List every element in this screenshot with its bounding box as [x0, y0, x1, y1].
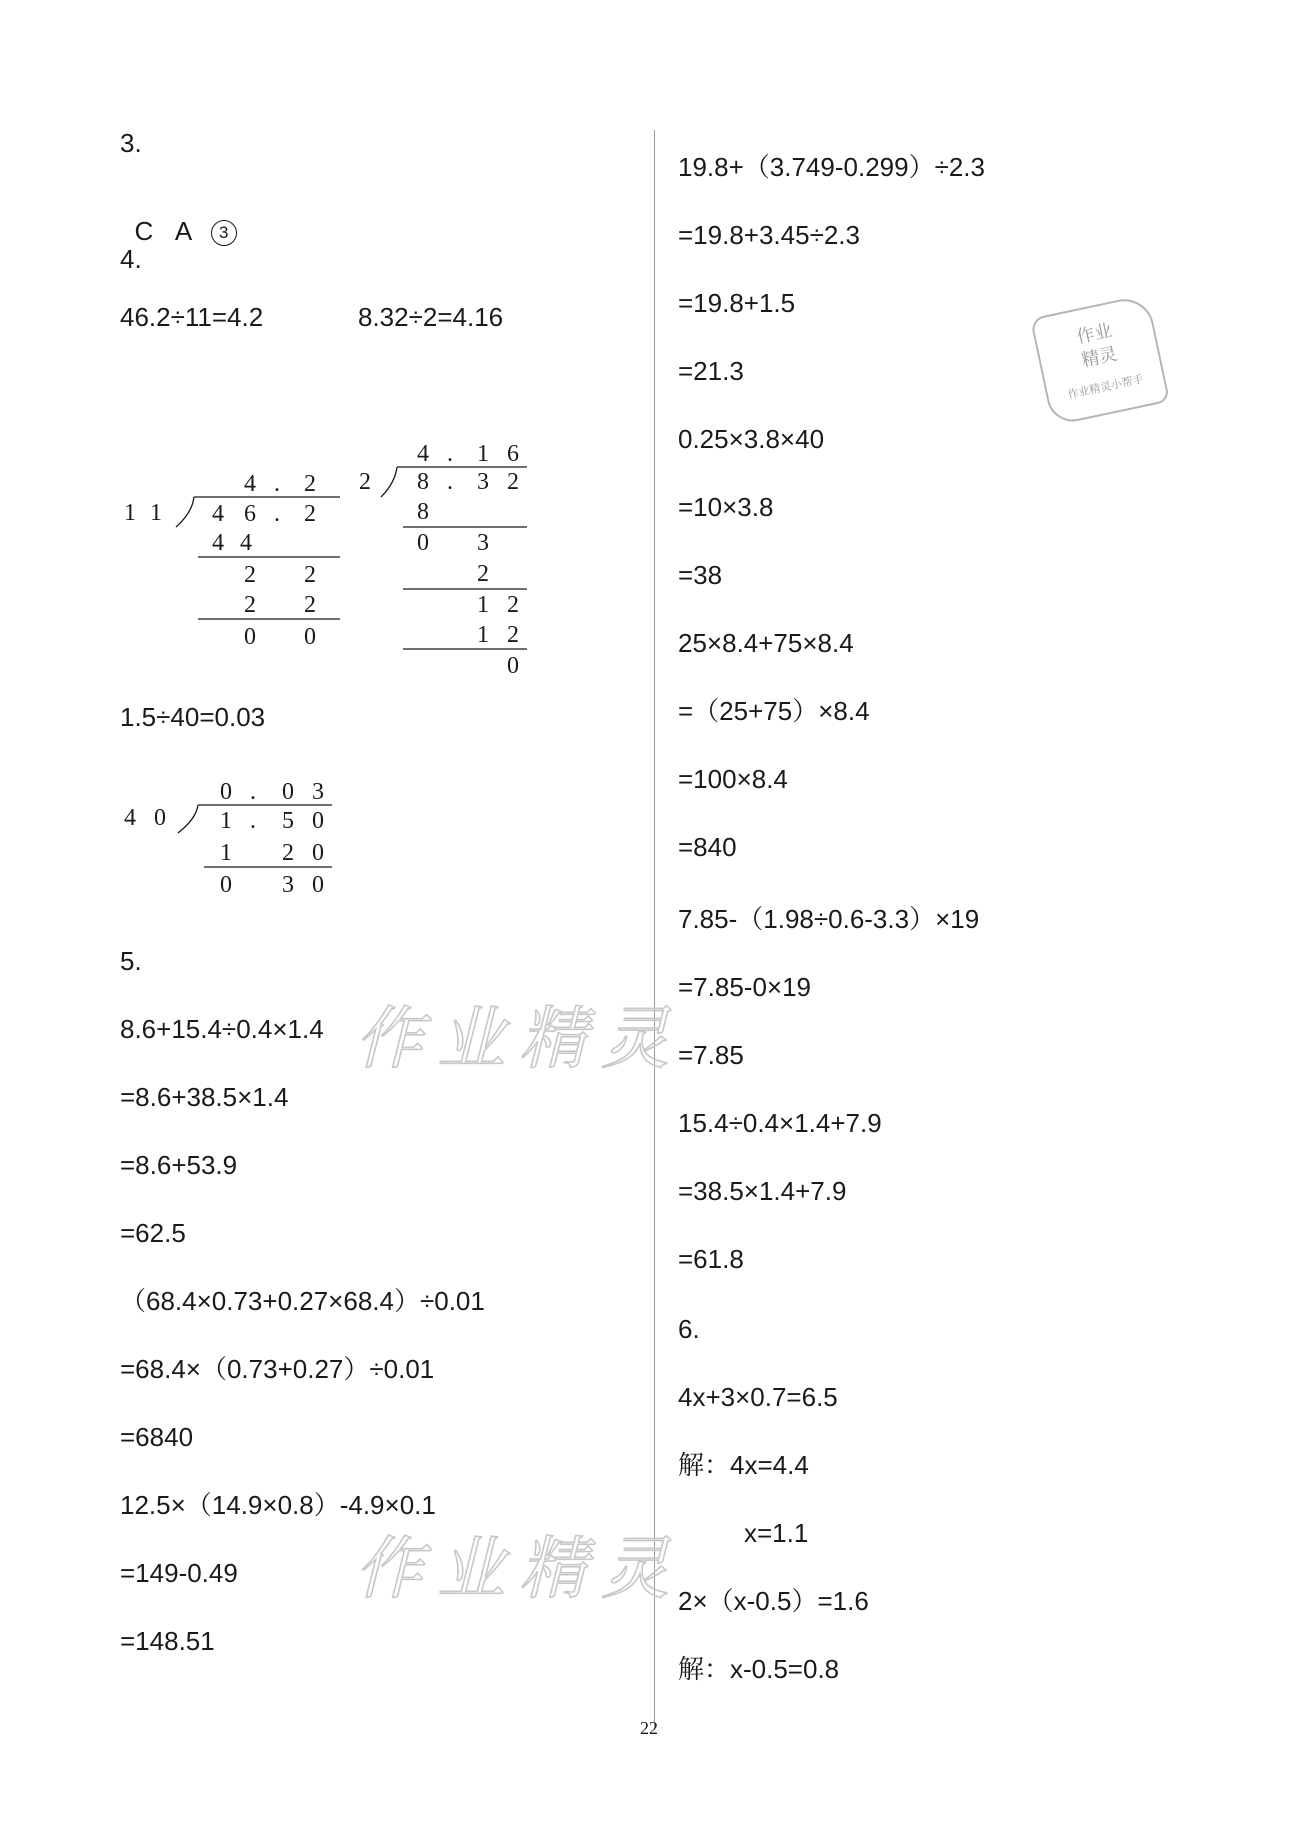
- step-digit: 8: [417, 499, 429, 525]
- question-3-label: 3.: [120, 128, 142, 158]
- dividend-point: .: [447, 469, 453, 495]
- dividend-digit: 8: [417, 469, 429, 495]
- step-digit: 2: [304, 562, 316, 588]
- dividend-point: .: [250, 808, 256, 834]
- calc-line: =8.6+38.5×1.4: [120, 1082, 289, 1112]
- calc-line: 25×8.4+75×8.4: [678, 628, 854, 658]
- step-digit: 2: [477, 561, 489, 587]
- calc-line: =68.4×（0.73+0.27）÷0.01: [120, 1354, 435, 1384]
- calc-line: =61.8: [678, 1244, 744, 1274]
- calc-line: =8.6+53.9: [120, 1150, 238, 1180]
- step-digit: 0: [417, 530, 429, 556]
- step-digit: 4: [240, 530, 252, 556]
- step-digit: 2: [304, 592, 316, 618]
- divisor-digit: 4: [124, 805, 136, 831]
- step-digit: 2: [244, 562, 256, 588]
- calc-line: =19.8+3.45÷2.3: [678, 220, 860, 250]
- watermark-text: 作业精灵: [355, 1530, 684, 1609]
- dividend-point: .: [274, 501, 280, 527]
- step-digit: 0: [312, 872, 324, 898]
- dividend-digit: 6: [244, 501, 256, 527]
- calc-line: 12.5×（14.9×0.8）-4.9×0.1: [120, 1490, 436, 1520]
- calc-line: =62.5: [120, 1218, 186, 1248]
- calc-line: =100×8.4: [678, 764, 788, 794]
- column-divider: [654, 130, 655, 1730]
- step-digit: 2: [244, 592, 256, 618]
- quotient-digit: 4: [417, 441, 429, 467]
- calc-line: x=1.1: [744, 1518, 809, 1548]
- calc-line: =10×3.8: [678, 492, 774, 522]
- step-digit: 2: [507, 592, 519, 618]
- calc-line: =7.85: [678, 1040, 744, 1070]
- step-digit: 4: [212, 530, 224, 556]
- calc-line: =840: [678, 832, 737, 862]
- division-bracket: [176, 497, 194, 527]
- calc-line: =21.3: [678, 356, 744, 386]
- calc-line: =（25+75）×8.4: [678, 696, 870, 726]
- long-division-1-5-by-40: [120, 765, 350, 910]
- calc-line: =38.5×1.4+7.9: [678, 1176, 847, 1206]
- calc-line: 4x+3×0.7=6.5: [678, 1382, 838, 1412]
- stamp-text: 精灵: [1079, 343, 1120, 372]
- page-number: 22: [640, 1718, 658, 1738]
- calc-line: 7.85-（1.98÷0.6-3.3）×19: [678, 904, 980, 934]
- dividend-digit: 3: [477, 469, 489, 495]
- step-digit: 3: [282, 872, 294, 898]
- calc-line: 2×（x-0.5）=1.6: [678, 1586, 869, 1616]
- quotient-digit: 0: [282, 779, 294, 805]
- quotient-digit: 0: [220, 779, 232, 805]
- calc-line: =7.85-0×19: [678, 972, 812, 1002]
- answer-c: C: [134, 216, 154, 246]
- step-digit: 0: [507, 653, 519, 679]
- divisor-digit: 2: [359, 469, 371, 495]
- calc-line: =148.51: [120, 1626, 215, 1656]
- quotient-point: .: [250, 779, 256, 805]
- calc-line: 解：x-0.5=0.8: [678, 1654, 840, 1684]
- calc-line: =19.8+1.5: [678, 288, 796, 318]
- quotient-digit: 1: [477, 441, 489, 467]
- question-3-answers: [120, 186, 237, 246]
- step-digit: 1: [477, 592, 489, 618]
- dividend-digit: 0: [312, 808, 324, 834]
- question-4-label: 4.: [120, 244, 142, 274]
- step-digit: 0: [304, 624, 316, 650]
- divisor-digit: 1: [124, 500, 136, 526]
- quotient-digit: 3: [312, 779, 324, 805]
- watermark-stamp: [1030, 294, 1170, 427]
- step-digit: 0: [220, 872, 232, 898]
- circled-number-answer: 3: [211, 220, 237, 246]
- equation-46-2-div-11: 46.2÷11=4.2: [120, 302, 264, 332]
- dividend-digit: 2: [507, 469, 519, 495]
- calc-line: 15.4÷0.4×1.4+7.9: [678, 1108, 882, 1138]
- stamp-text: 作业: [1074, 320, 1115, 349]
- calc-line: 0.25×3.8×40: [678, 424, 825, 454]
- calc-line: =38: [678, 560, 723, 590]
- step-digit: 0: [244, 624, 256, 650]
- calc-line: 解：4x=4.4: [678, 1450, 809, 1480]
- dividend-digit: 4: [212, 501, 224, 527]
- dividend-digit: 5: [282, 808, 294, 834]
- long-division-46-2-by-11: [120, 455, 350, 660]
- equation-1-5-div-40: 1.5÷40=0.03: [120, 702, 266, 732]
- calc-line: 8.6+15.4÷0.4×1.4: [120, 1014, 324, 1044]
- quotient-point: .: [447, 441, 453, 467]
- calc-line: 19.8+（3.749-0.299）÷2.3: [678, 152, 985, 182]
- step-digit: 2: [507, 622, 519, 648]
- division-bracket: [381, 467, 397, 497]
- dividend-digit: 2: [304, 501, 316, 527]
- long-division-8-32-by-2: [355, 425, 535, 680]
- step-digit: 0: [312, 840, 324, 866]
- question-6-label: 6.: [678, 1314, 700, 1344]
- step-digit: 1: [477, 622, 489, 648]
- step-digit: 2: [282, 840, 294, 866]
- dividend-digit: 1: [220, 808, 232, 834]
- calc-line: =149-0.49: [120, 1558, 238, 1588]
- quotient-digit: 2: [304, 471, 316, 497]
- question-5-label: 5.: [120, 946, 142, 976]
- quotient-point: .: [274, 471, 280, 497]
- step-digit: 1: [220, 840, 232, 866]
- calc-line: （68.4×0.73+0.27×68.4）÷0.01: [120, 1286, 485, 1316]
- watermark-text: 作业精灵: [355, 1000, 684, 1079]
- quotient-digit: 4: [244, 471, 256, 497]
- divisor-digit: 1: [150, 500, 162, 526]
- step-digit: 3: [477, 530, 489, 556]
- equation-8-32-div-2: 8.32÷2=4.16: [358, 302, 504, 332]
- stamp-text: 作业精灵小帮手: [1066, 372, 1145, 402]
- division-bracket: [178, 805, 198, 833]
- quotient-digit: 6: [507, 441, 519, 467]
- calc-line: =6840: [120, 1422, 194, 1452]
- divisor-digit: 0: [154, 805, 166, 831]
- answer-a: A: [174, 216, 193, 246]
